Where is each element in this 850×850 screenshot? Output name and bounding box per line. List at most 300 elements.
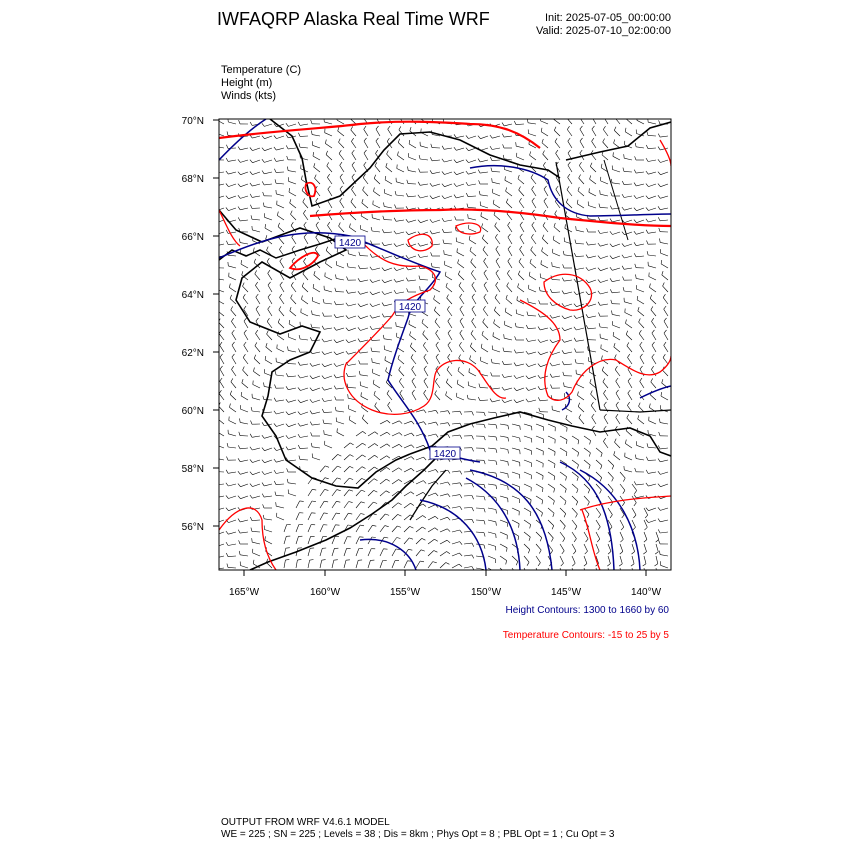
wind-barb-flag — [370, 254, 372, 257]
wind-barb-flag — [507, 548, 508, 552]
wind-barb — [567, 190, 572, 196]
wind-barb-flag — [529, 272, 530, 276]
wind-barb — [488, 508, 496, 510]
wind-barb-flag — [550, 289, 552, 293]
wind-barb-flag — [646, 457, 648, 461]
wind-barb-flag — [372, 525, 376, 526]
wind-barb-flag — [633, 527, 636, 530]
wind-barb-flag — [610, 206, 612, 210]
wind-barb — [604, 417, 608, 424]
wind-barb — [469, 229, 476, 232]
wind-barb — [560, 556, 564, 563]
wind-barb-flag — [526, 325, 528, 329]
wind-barb — [410, 335, 416, 340]
wind-barb-flag — [375, 455, 378, 457]
wind-barb — [244, 333, 248, 340]
wind-barb-flag — [406, 255, 409, 258]
wind-barb — [384, 304, 392, 306]
wind-barb-flag — [242, 379, 243, 383]
wind-barb-flag — [348, 525, 352, 526]
wind-barb — [435, 322, 440, 328]
wind-barb — [492, 182, 500, 184]
wind-barb — [519, 190, 524, 196]
wind-barb-flag — [287, 468, 288, 472]
wind-barb — [362, 203, 368, 208]
wind-barb-flag — [220, 342, 222, 345]
wind-barb — [661, 396, 668, 400]
wind-barb — [291, 298, 296, 304]
wind-barb — [440, 540, 447, 544]
wind-barb-flag — [399, 367, 401, 371]
wind-barb — [264, 472, 272, 475]
wind-barb — [368, 467, 374, 472]
wind-barb-flag — [575, 359, 576, 363]
wind-barb — [528, 352, 536, 354]
wind-barb-flag — [647, 251, 648, 255]
wind-barb — [576, 328, 584, 330]
wind-barb-flag — [472, 448, 474, 452]
wind-barb-flag — [492, 178, 493, 182]
wind-barb-flag — [409, 140, 410, 144]
wind-barb — [396, 232, 404, 234]
wind-barb-flag — [472, 436, 474, 440]
wind-barb-flag — [215, 143, 216, 147]
wind-barb-flag — [622, 255, 624, 258]
wind-barb-flag — [634, 253, 636, 257]
wind-barb-flag — [604, 402, 607, 405]
wind-barb-flag — [598, 279, 601, 282]
wind-barb-flag — [238, 519, 240, 522]
wind-barb — [548, 484, 555, 489]
wind-barb — [229, 421, 236, 425]
map-title: IWFAQRP Alaska Real Time WRF — [217, 9, 490, 29]
wind-barb-flag — [613, 332, 614, 336]
wind-barb — [552, 328, 560, 331]
wind-barb-flag — [457, 380, 458, 384]
wind-barb — [291, 214, 297, 220]
wind-barb — [624, 208, 632, 210]
wind-barb-flag — [442, 196, 445, 199]
wind-barb-flag — [238, 207, 240, 210]
wind-barb-flag — [324, 430, 325, 434]
wind-barb-flag — [599, 323, 600, 327]
wind-barb — [588, 328, 596, 329]
wind-barb-flag — [646, 483, 648, 486]
wind-barb — [488, 460, 496, 461]
wind-barb — [242, 383, 248, 388]
wind-barb-flag — [274, 147, 276, 150]
wind-barb — [384, 244, 392, 246]
wind-barb — [240, 472, 248, 474]
wind-barb — [476, 532, 484, 533]
wind-barb-flag — [472, 496, 474, 500]
wind-barb-flag — [262, 136, 265, 139]
wind-barb — [264, 124, 272, 126]
wind-barb-flag — [574, 315, 577, 318]
wind-barb — [324, 303, 332, 304]
wind-barb-flag — [538, 364, 541, 367]
wind-barb-flag — [262, 460, 265, 463]
wind-barb-flag — [623, 277, 625, 281]
wind-barb — [604, 393, 609, 400]
wind-barb-flag — [448, 482, 450, 485]
wind-barb-flag — [335, 288, 336, 292]
wind-barb — [524, 508, 531, 512]
wind-barb-flag — [538, 386, 540, 389]
wind-barb-flag — [647, 132, 648, 136]
wind-barb — [600, 232, 608, 234]
wind-barb — [543, 226, 548, 232]
wind-barb — [243, 298, 248, 304]
wind-barb — [553, 253, 560, 256]
wind-barb — [664, 345, 668, 352]
wind-barb-flag — [565, 489, 566, 493]
wind-barb-flag — [385, 514, 389, 515]
wind-barb-flag — [628, 354, 630, 357]
wind-barb — [500, 520, 508, 523]
wind-barb-flag — [575, 349, 577, 353]
wind-barb — [296, 513, 299, 520]
wind-barb-flag — [434, 551, 438, 553]
wind-barb — [324, 423, 332, 424]
wind-barb-flag — [274, 481, 276, 485]
wind-barb — [276, 472, 284, 474]
wind-barb-flag — [220, 378, 222, 381]
wind-barb — [312, 424, 320, 425]
wind-barb-flag — [301, 176, 302, 180]
wind-barb-flag — [274, 423, 277, 426]
wind-barb-flag — [244, 330, 247, 333]
wind-barb-flag — [576, 502, 578, 506]
wind-barb — [217, 445, 225, 448]
wind-barb — [349, 328, 357, 331]
wind-barb — [314, 275, 320, 280]
wind-barb — [409, 144, 416, 148]
wind-barb — [279, 238, 284, 244]
wind-barb — [572, 484, 578, 489]
wind-barb-flag — [575, 240, 576, 244]
wind-barb-flag — [663, 294, 665, 297]
wind-barb — [372, 218, 380, 220]
wind-barb-flag — [408, 549, 412, 550]
wind-barb — [457, 397, 464, 400]
wind-barb-flag — [374, 188, 375, 192]
wind-barb-flag — [310, 363, 312, 366]
wind-barb — [243, 358, 248, 364]
wind-barb — [228, 472, 236, 473]
wind-barb-flag — [562, 350, 564, 353]
wind-barb — [452, 411, 460, 412]
wind-barb-flag — [621, 527, 624, 530]
wind-barb — [420, 279, 428, 280]
wind-barb-flag — [263, 192, 264, 196]
temperature-contour — [219, 210, 240, 246]
wind-barb-flag — [550, 315, 552, 318]
wind-barb-flag — [363, 187, 365, 191]
wind-barb-flag — [615, 366, 617, 369]
wind-barb — [240, 532, 248, 533]
wind-barb — [277, 517, 284, 520]
wind-barb-flag — [215, 264, 216, 268]
wind-barb-flag — [410, 526, 414, 528]
wind-barb-flag — [530, 259, 531, 263]
wind-barb — [363, 190, 368, 196]
wind-barb — [661, 184, 669, 187]
wind-barb-flag — [387, 456, 390, 458]
coastline — [219, 210, 410, 488]
wind-barb-flag — [520, 414, 521, 418]
wind-barb — [613, 256, 621, 259]
wind-barb-flag — [634, 195, 637, 198]
wind-barb — [228, 496, 236, 499]
height-contour — [470, 166, 671, 216]
wind-barb-flag — [424, 378, 427, 381]
wind-barb — [613, 325, 621, 328]
wind-barb — [302, 299, 309, 304]
wind-barb-flag — [460, 542, 463, 545]
wind-barb-flag — [370, 326, 372, 329]
height-label: Height (m) — [221, 77, 273, 89]
wind-barb-flag — [611, 192, 612, 196]
wind-barb-flag — [436, 410, 438, 413]
wind-barb-flag — [226, 531, 228, 534]
wind-barb-flag — [214, 183, 216, 186]
wind-barb — [327, 177, 332, 184]
wind-barb-flag — [267, 318, 269, 321]
wind-barb — [372, 268, 380, 270]
wind-barb — [325, 445, 332, 448]
wind-barb — [332, 548, 334, 556]
wind-barb — [265, 136, 273, 139]
wind-barb-flag — [565, 224, 566, 228]
wind-barb — [447, 370, 452, 376]
wind-barb — [660, 220, 668, 221]
wind-barb — [229, 277, 236, 280]
wind-barb — [661, 264, 668, 268]
wind-barb — [529, 376, 537, 379]
wind-barb — [433, 196, 441, 199]
wind-barb-flag — [382, 314, 384, 318]
wind-barb-flag — [458, 367, 459, 371]
wind-barb-flag — [658, 195, 660, 198]
wind-barb-flag — [611, 300, 612, 304]
wind-barb — [308, 513, 312, 520]
wind-barb-flag — [214, 220, 217, 223]
wind-barb-flag — [639, 390, 641, 393]
wind-barb-flag — [616, 378, 618, 381]
wind-barb — [492, 160, 500, 161]
wind-barb — [373, 292, 381, 295]
wind-barb — [312, 352, 320, 354]
wind-barb — [296, 501, 300, 508]
wind-barb — [445, 276, 452, 280]
wind-barb-flag — [596, 551, 599, 554]
wind-barb-flag — [466, 182, 468, 185]
wind-barb — [464, 496, 472, 497]
wind-barb — [663, 286, 668, 292]
lat-label: 66°N — [181, 232, 204, 243]
wind-barb-flag — [626, 320, 627, 324]
wind-barb — [520, 237, 524, 244]
wind-barb — [648, 472, 656, 473]
wind-barb — [385, 268, 393, 271]
wind-barb-flag — [555, 211, 557, 215]
wind-barb — [400, 117, 405, 124]
wind-barb — [496, 273, 500, 280]
wind-barb — [404, 468, 411, 472]
wind-barb-flag — [652, 318, 654, 321]
wind-barb — [380, 514, 385, 520]
wind-barb — [520, 249, 524, 256]
wind-barb-flag — [386, 479, 389, 481]
wind-barb-flag — [418, 254, 420, 257]
wind-barb-flag — [579, 162, 581, 165]
wind-barb-flag — [250, 447, 252, 450]
wind-barb-flag — [640, 342, 642, 345]
wind-barb — [560, 496, 566, 501]
lon-label: 145°W — [550, 587, 582, 598]
wind-barb-flag — [563, 264, 564, 268]
wind-barb-flag — [483, 246, 485, 249]
wind-barb — [216, 196, 224, 198]
wind-barb-flag — [274, 398, 276, 402]
wind-barb — [584, 556, 587, 564]
wind-barb-flag — [454, 183, 457, 186]
wind-barb — [664, 309, 668, 316]
wind-barb-flag — [387, 467, 390, 469]
wind-barb-flag — [472, 282, 474, 285]
wind-barb — [644, 544, 647, 552]
wind-barb-flag — [598, 291, 600, 294]
wind-barb-flag — [448, 342, 451, 345]
wind-barb-flag — [263, 396, 264, 400]
wind-barb — [554, 130, 560, 136]
wind-barb-flag — [376, 114, 379, 117]
wind-barb-flag — [286, 135, 288, 138]
wind-barb-flag — [362, 199, 363, 203]
wind-barb — [320, 513, 324, 520]
wind-barb — [392, 444, 399, 448]
wind-barb — [344, 502, 349, 509]
wind-barb — [288, 460, 296, 461]
wind-barb-flag — [238, 172, 241, 175]
wind-barb — [265, 540, 272, 544]
wind-barb — [387, 394, 392, 400]
wind-barb — [470, 251, 476, 256]
wind-barb — [240, 220, 248, 221]
wind-barb — [548, 508, 554, 513]
wind-barb — [416, 445, 424, 448]
wind-barb — [492, 363, 500, 364]
wind-barb-flag — [250, 517, 252, 521]
wind-barb-flag — [655, 564, 658, 566]
wind-barb — [408, 280, 416, 281]
wind-barb — [576, 256, 584, 257]
wind-barb — [428, 528, 435, 532]
wind-barb — [476, 568, 484, 570]
wind-barb-flag — [466, 148, 469, 151]
wind-barb-flag — [446, 283, 447, 287]
wind-barb-flag — [626, 115, 627, 119]
wind-barb-flag — [508, 437, 509, 441]
wind-barb — [264, 530, 272, 533]
wind-barb-flag — [630, 576, 633, 578]
wind-barb — [428, 516, 435, 520]
wind-barb — [616, 381, 620, 388]
wind-barb-flag — [324, 501, 328, 502]
wind-barb-flag — [406, 278, 408, 282]
wind-barb — [662, 275, 668, 280]
wind-barb-flag — [467, 395, 468, 399]
wind-barb-flag — [568, 174, 570, 177]
wind-barb — [548, 496, 554, 501]
wind-barb-flag — [454, 134, 456, 137]
wind-barb-flag — [299, 143, 300, 147]
wind-barb — [256, 333, 261, 340]
wind-barb — [284, 536, 286, 544]
wind-barb — [456, 242, 464, 245]
wind-barb — [626, 119, 632, 124]
wind-barb-flag — [411, 445, 414, 448]
wind-barb — [493, 193, 500, 196]
wind-barb — [576, 268, 584, 270]
wind-barb — [428, 562, 433, 568]
wind-barb — [362, 418, 368, 424]
wind-barb — [424, 357, 428, 364]
wind-barb-flag — [607, 576, 610, 578]
wind-barb — [276, 136, 284, 139]
wind-barb-flag — [227, 457, 229, 461]
wind-barb — [508, 237, 512, 244]
wind-barb-flag — [351, 138, 353, 141]
wind-barb — [507, 286, 512, 292]
wind-barb — [446, 382, 452, 388]
wind-barb-flag — [608, 551, 611, 554]
wind-barb — [500, 460, 508, 462]
wind-barb — [344, 466, 350, 472]
wind-barb-flag — [214, 494, 216, 497]
wind-barb — [291, 286, 296, 292]
wind-barb-flag — [615, 114, 617, 117]
wind-barb-flag — [220, 366, 223, 369]
wind-barb — [332, 466, 337, 472]
wind-barb-flag — [493, 200, 494, 204]
wind-barb-flag — [395, 191, 396, 195]
wind-barb — [348, 304, 356, 306]
wind-barb-flag — [256, 306, 259, 309]
wind-barb-flag — [591, 402, 593, 405]
wind-barb — [416, 538, 422, 544]
wind-barb-flag — [532, 198, 535, 201]
wind-barb-flag — [664, 306, 666, 309]
wind-barb-flag — [502, 134, 504, 138]
wind-barb-flag — [385, 356, 386, 360]
wind-barb-flag — [254, 259, 256, 263]
wind-barb-flag — [422, 538, 426, 540]
wind-barb-flag — [484, 424, 485, 428]
wind-barb — [351, 141, 356, 148]
wind-barb — [584, 436, 591, 441]
wind-barb-flag — [583, 576, 586, 578]
wind-barb — [301, 400, 309, 403]
wind-barb — [252, 230, 260, 232]
wind-barb — [650, 287, 657, 292]
wind-barb — [512, 520, 519, 524]
wind-barb-flag — [361, 490, 365, 492]
wind-barb-flag — [262, 148, 265, 151]
wind-barb — [240, 520, 248, 522]
wind-barb-flag — [347, 277, 349, 281]
